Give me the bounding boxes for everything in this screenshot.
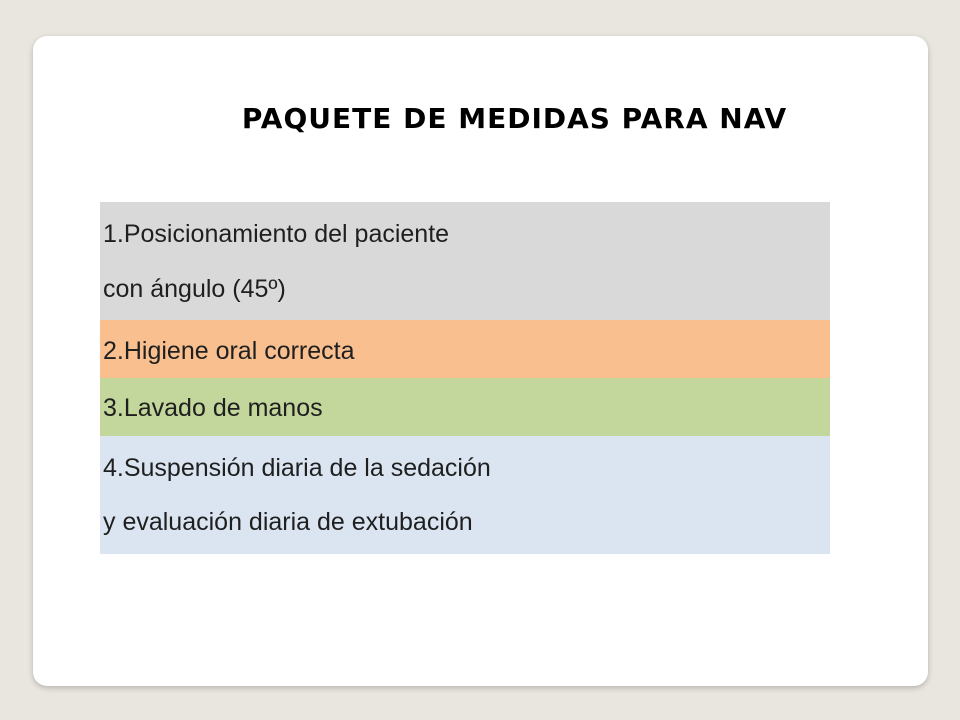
measure-2-line-1: 2.Higiene oral correcta	[103, 337, 355, 365]
measure-4-line-2: y evaluación diaria de extubación	[103, 508, 473, 536]
measure-row-1	[100, 202, 830, 320]
measure-1-line-1: 1.Posicionamiento del paciente	[103, 220, 450, 248]
measure-1-line-2: con ángulo (45º)	[103, 275, 286, 303]
slide-card	[33, 36, 928, 686]
measures-table	[100, 202, 830, 554]
slide-title: PAQUETE DE MEDIDAS PARA NAV	[241, 102, 788, 135]
measure-4-line-1: 4.Suspensión diaria de la sedación	[103, 454, 491, 482]
measure-row-3	[100, 378, 830, 436]
measure-row-4	[100, 436, 830, 554]
measure-row-2	[100, 320, 830, 378]
measure-3-line-1: 3.Lavado de manos	[103, 394, 323, 422]
